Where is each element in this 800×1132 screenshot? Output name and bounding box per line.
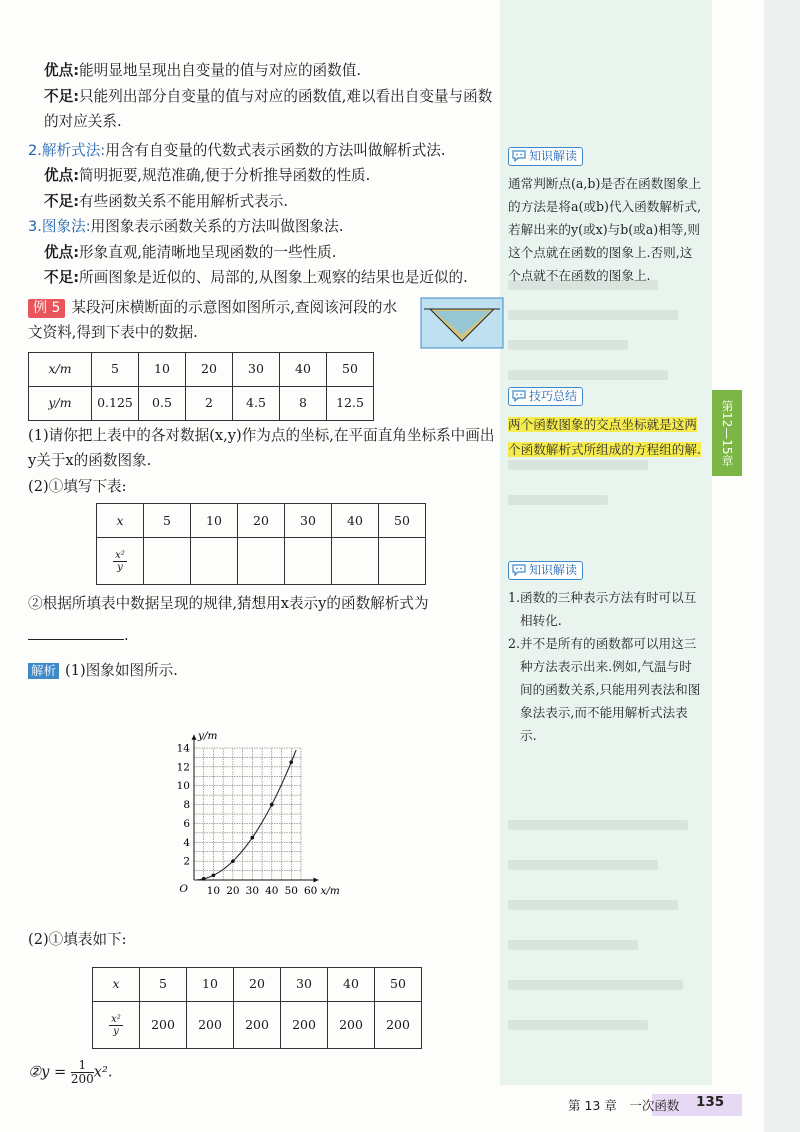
ratio-fraction: $\frac{\text{x²}}{y}$	[111, 1013, 121, 1037]
data-point	[202, 877, 206, 881]
question-1: (1)请你把上表中的各对数据(x,y)作为点的坐标,在平面直角坐标系中画出y关于x的函数图象.	[28, 426, 495, 469]
ratio-fraction: $\frac{\text{x²}}{y}$	[115, 550, 125, 574]
table-row: y/m 0.125 0.5 2 4.5 8 12.5	[29, 386, 374, 420]
graph-method-pro: 优点:形象直观,能清晰地呈现函数的一些性质.	[44, 243, 337, 261]
solution-tag: 解析	[28, 663, 59, 679]
x-tick-label: 50	[284, 885, 298, 897]
data-point	[289, 760, 293, 764]
x-axis-arrow	[313, 878, 318, 883]
knowledge-item-1: 1.函数的三种表示方法有时可以互相转化.	[508, 589, 697, 628]
table-method-pro: 优点:能明显地呈现出自变量的值与对应的函数值.	[44, 62, 361, 79]
speech-bubble-icon	[512, 564, 526, 576]
speech-bubble-icon	[512, 390, 526, 402]
tips-card-label: 技巧总结	[508, 387, 583, 406]
chapter-tab[interactable]: 第12—15章	[712, 390, 742, 476]
y-tick-label: 8	[183, 799, 190, 812]
x-tick-label: 30	[245, 885, 260, 897]
x-tick-label: 20	[226, 885, 240, 897]
knowledge-item-2: 2.并不是所有的函数都可以用这三种方法表示出来.例如,气温与时间的函数关系,只能用列表法和图象法表示,而不能用解析式法表示.	[508, 635, 701, 743]
function-curve	[194, 750, 296, 880]
table-row: x 5 10 20 30 40 50	[93, 967, 422, 1001]
solution-part-1: 解析 (1)图象如图所示.	[28, 658, 496, 684]
data-point	[212, 873, 216, 877]
y-tick-label: 12	[176, 761, 190, 774]
y-tick-label: 10	[176, 780, 190, 793]
riverbed-cross-section-figure	[420, 297, 504, 349]
origin-label: O	[179, 883, 188, 895]
page-number: 135	[696, 1094, 725, 1110]
question-2b: ②根据所填表中数据呈现的规律,猜想用x表示y的函数解析式为	[28, 595, 429, 612]
fill-in-table	[96, 503, 426, 585]
answer-blank-line: .	[28, 623, 496, 649]
example-stem: 例 5 某段河床横断面的示意图如图所示,查阅该河段的水文资料,得到下表中的数据.	[28, 298, 398, 341]
knowledge-card-label: 知识解读	[508, 561, 583, 580]
table-row: x/m 5 10 20 30 40 50	[29, 352, 374, 386]
example-tag: 例 5	[28, 299, 65, 318]
knowledge-card-label: 知识解读	[508, 147, 583, 166]
y-tick-label: 2	[183, 855, 190, 868]
answer-blank[interactable]	[28, 625, 124, 640]
speech-bubble-icon	[512, 150, 526, 162]
y-axis-label: y/m	[198, 730, 218, 742]
analytic-method-heading: 2.解析式法:用含有自变量的代数式表示函数的方法叫做解析式法.	[28, 141, 446, 159]
blank-cell[interactable]	[191, 538, 238, 585]
y-axis-arrow	[192, 735, 197, 740]
page-footer	[520, 1090, 742, 1120]
example-5	[28, 295, 496, 346]
question-2: (2)①填写下表:	[28, 477, 127, 495]
table-method-con: 不足:只能列出部分自变量的值与对应的函数值,难以看出自变量与函数的对应关系.	[44, 87, 493, 130]
data-point	[231, 859, 235, 863]
knowledge-card-text: 通常判断点(a,b)是否在函数图象上的方法是将a(或b)代入函数解析式,若解出来的y(或x)与b(或a)相等,则这个点就在函数的图象上.否则,这个点就不在函数的图象上.	[508, 175, 702, 283]
y-tick-label: 4	[183, 836, 190, 849]
x-tick-label: 60	[304, 885, 318, 897]
knowledge-card-2	[508, 560, 704, 747]
x-axis-label: x/m	[320, 885, 340, 897]
main-column	[28, 58, 496, 684]
footer-chapter: 第 13 章 一次函数	[568, 1098, 680, 1113]
x-tick-label: 10	[206, 885, 221, 897]
solution-table	[92, 967, 422, 1049]
table-row: x 5 10 20 30 40 50	[97, 504, 426, 538]
blank-cell[interactable]	[144, 538, 191, 585]
solution-formula: ②y = $\frac{1}{200}$ x².	[28, 1057, 113, 1086]
blank-cell[interactable]	[238, 538, 285, 585]
graph-method-con: 不足:所画图象是近似的、局部的,从图象上观察的结果也是近似的.	[44, 269, 468, 286]
formula-fraction: $\frac{1}{200}$	[70, 1057, 94, 1086]
y-tick-label: 14	[176, 742, 190, 755]
blank-cell[interactable]	[285, 538, 332, 585]
y-tick-label: 6	[183, 817, 190, 830]
analytic-method-con: 不足:有些函数关系不能用解析式表示.	[44, 192, 288, 210]
graph-method-heading: 3.图象法:用图象表示函数关系的方法叫做图象法.	[28, 218, 344, 235]
knowledge-card-1	[508, 146, 704, 287]
blank-cell[interactable]	[332, 538, 379, 585]
table-row	[97, 538, 426, 585]
example-data-table	[28, 352, 374, 421]
tips-card	[508, 386, 704, 462]
data-point	[251, 836, 255, 840]
solution-part-2	[28, 912, 496, 1100]
page-edge	[764, 0, 800, 1132]
function-graph-chart	[168, 730, 348, 902]
x-tick-label: 40	[265, 885, 279, 897]
table-row: $\frac{\text{x²}}{y}$ 200 200 200 200 200 200	[93, 1001, 422, 1048]
analytic-method-pro: 优点:简明扼要,规范准确,便于分析推导函数的性质.	[44, 167, 371, 184]
blank-cell[interactable]	[379, 538, 426, 585]
tips-card-text: 两个函数图象的交点坐标就是这两个函数解析式所组成的方程组的解.	[508, 416, 701, 457]
solution-part-2-heading: (2)①填表如下:	[28, 930, 127, 948]
data-point	[270, 803, 274, 807]
